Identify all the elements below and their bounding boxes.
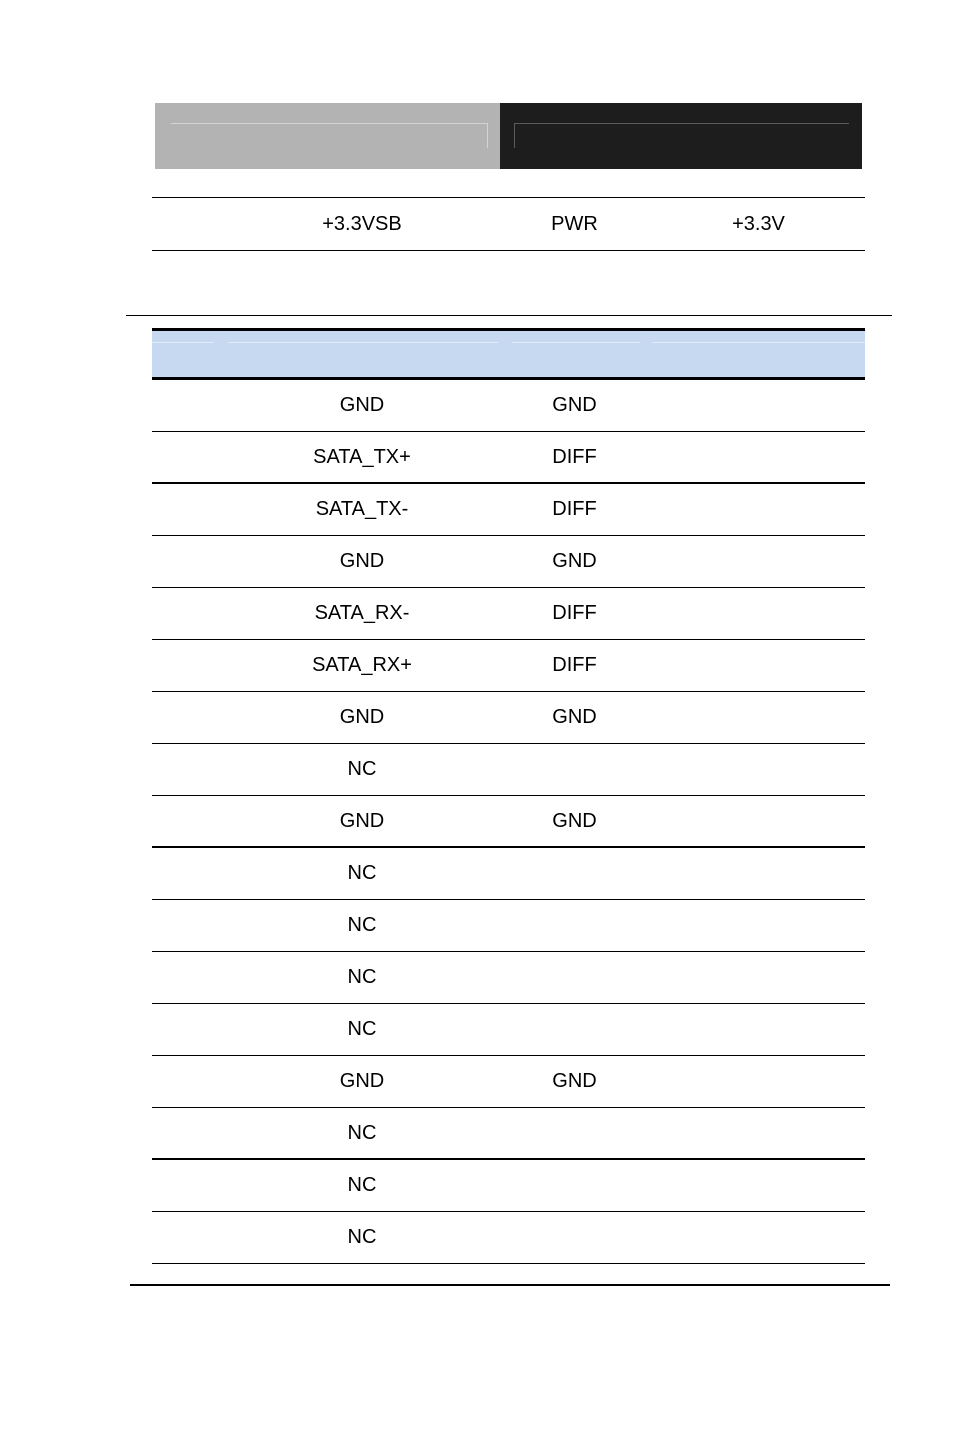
level-cell: +3.3V — [732, 212, 785, 235]
signal-cell: SATA_TX- — [315, 498, 409, 520]
pin-cell — [152, 1212, 227, 1263]
level-cell — [652, 1160, 865, 1211]
pin-cell — [152, 380, 227, 431]
pin-cell — [152, 692, 227, 743]
signal-cell: NC — [347, 966, 377, 988]
level-cell — [652, 432, 865, 482]
level-cell — [652, 1108, 865, 1158]
header-banner-right — [500, 103, 862, 169]
header-decor-line-left — [171, 123, 488, 148]
level-cell — [652, 1056, 865, 1107]
type-cell: DIFF — [552, 445, 597, 468]
level-cell — [652, 1212, 865, 1263]
type-cell: DIFF — [552, 654, 597, 676]
pin-cell — [152, 588, 227, 639]
pin-cell — [152, 484, 227, 535]
level-cell — [652, 640, 865, 691]
section-divider-top — [126, 315, 892, 316]
table-row — [152, 1212, 865, 1264]
signal-cell: NC — [347, 1174, 377, 1196]
level-cell — [652, 848, 865, 899]
type-cell — [497, 1108, 652, 1158]
signal-cell: SATA_TX+ — [313, 445, 411, 468]
signal-cell: NC — [347, 758, 377, 780]
header-decor-line — [228, 342, 498, 343]
pin-cell — [152, 640, 227, 691]
pin-cell — [152, 952, 227, 1003]
table-body — [152, 380, 865, 1264]
section-divider-bottom — [130, 1284, 890, 1286]
signal-cell: GND — [339, 809, 385, 832]
header-decor-line — [512, 342, 640, 343]
table-row — [152, 1056, 865, 1108]
signal-cell: SATA_RX- — [314, 602, 410, 624]
level-cell — [652, 744, 865, 795]
type-cell — [497, 1160, 652, 1211]
header-decor-line — [152, 342, 214, 343]
type-cell — [497, 1004, 652, 1055]
header-decor-line — [652, 342, 865, 343]
pin-cell — [152, 848, 227, 899]
table-row — [152, 1108, 865, 1160]
signal-cell: NC — [347, 1121, 377, 1144]
level-cell — [652, 692, 865, 743]
type-cell: GND — [552, 809, 597, 832]
level-cell — [652, 796, 865, 846]
table-row — [152, 744, 865, 796]
type-cell — [497, 1212, 652, 1263]
pin-cell — [152, 432, 227, 482]
pin-cell — [152, 1056, 227, 1107]
signal-cell: +3.3VSB — [322, 212, 402, 235]
level-cell — [652, 900, 865, 951]
table-row — [152, 1160, 865, 1212]
table-row — [152, 1004, 865, 1056]
signal-cell: GND — [339, 550, 385, 572]
level-cell — [652, 536, 865, 587]
pin-cell — [152, 1004, 227, 1055]
type-cell: GND — [552, 1070, 597, 1092]
header-banner-left — [155, 103, 500, 169]
level-cell — [652, 380, 865, 431]
pin-cell — [152, 198, 227, 250]
pin-table-top — [152, 197, 865, 251]
type-cell — [497, 744, 652, 795]
signal-cell: NC — [347, 914, 377, 936]
table-row — [152, 536, 865, 588]
level-cell — [652, 952, 865, 1003]
table-row — [152, 484, 865, 536]
signal-cell: NC — [347, 1018, 377, 1040]
table-row — [152, 588, 865, 640]
signal-cell: GND — [339, 1070, 385, 1092]
signal-cell: NC — [347, 1226, 377, 1248]
table-row — [152, 796, 865, 848]
pin-cell — [152, 536, 227, 587]
pin-cell — [152, 796, 227, 846]
table-row — [152, 640, 865, 692]
signal-cell: GND — [339, 394, 385, 416]
table-row — [152, 900, 865, 952]
table-row — [152, 952, 865, 1004]
pin-table-main — [152, 328, 865, 1264]
signal-cell: SATA_RX+ — [312, 654, 412, 676]
type-cell: GND — [552, 706, 597, 728]
pin-cell — [152, 1108, 227, 1158]
type-cell: GND — [552, 394, 597, 416]
type-cell: DIFF — [552, 602, 597, 624]
table-row — [152, 197, 865, 251]
type-cell — [497, 848, 652, 899]
type-cell — [497, 900, 652, 951]
type-cell: GND — [552, 550, 597, 572]
level-cell — [652, 588, 865, 639]
table-header-row — [152, 328, 865, 380]
table-row — [152, 692, 865, 744]
header-decor-line-right — [514, 123, 849, 148]
table-row — [152, 380, 865, 432]
type-cell: DIFF — [552, 498, 597, 520]
table-row — [152, 432, 865, 484]
signal-cell: NC — [347, 862, 377, 884]
table-row — [152, 848, 865, 900]
pin-cell — [152, 900, 227, 951]
type-cell: PWR — [551, 212, 598, 235]
signal-cell: GND — [339, 706, 385, 728]
pin-cell — [152, 1160, 227, 1211]
level-cell — [652, 1004, 865, 1055]
pin-cell — [152, 744, 227, 795]
page-header-banner — [155, 103, 862, 169]
level-cell — [652, 484, 865, 535]
type-cell — [497, 952, 652, 1003]
